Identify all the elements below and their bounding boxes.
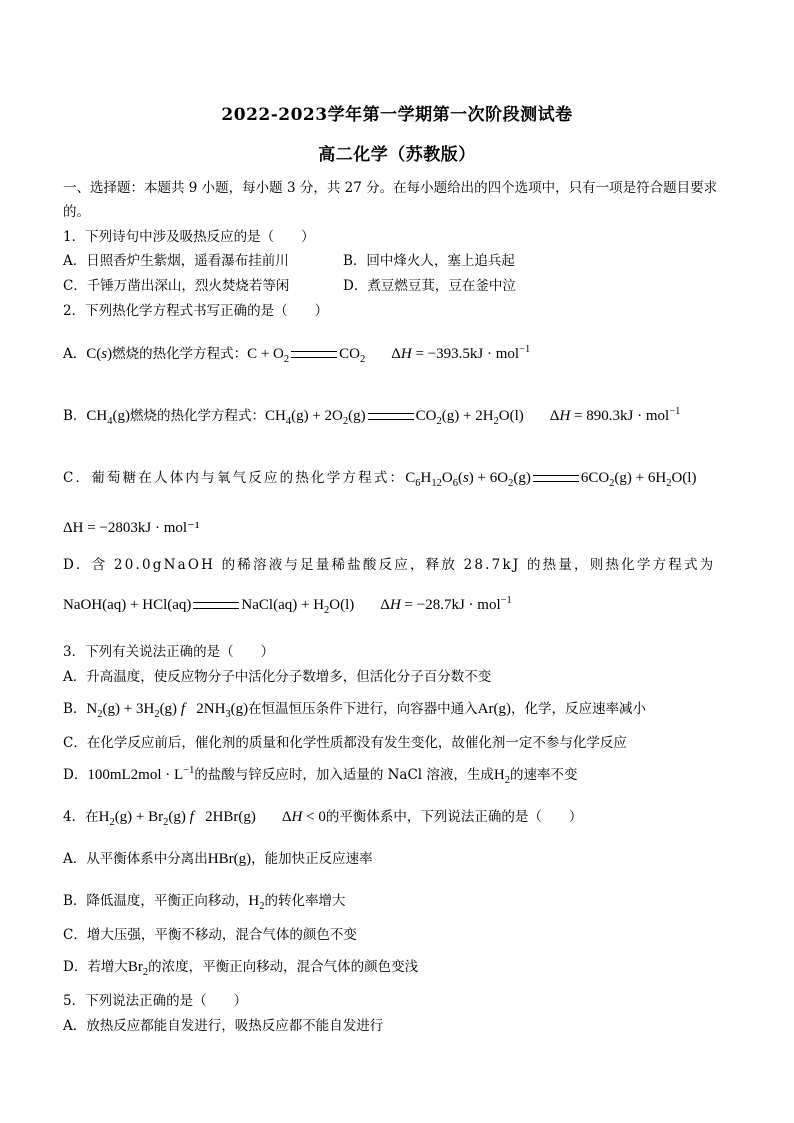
option-text: D．含 20.0gNaOH 的稀溶液与足量稀盐酸反应，释放 28.7kJ 的热量，则热化学方程式为 [63,557,716,573]
formula: HBr(g) [207,851,252,867]
q3-option-d [63,763,578,786]
q2-option-a [63,342,530,365]
option-text-tail: 的浓度，平衡正向移动，混合气体的颜色变浅 [148,959,419,975]
q3-option-c: C．在化学反应前后，催化剂的质量和化学性质都没有发生变化，故催化剂一定不参与化学反应 [63,735,627,751]
q1-option-b: B．回中烽火人，塞上追兵起 [343,253,515,269]
q1-stem: 1．下列诗句中涉及吸热反应的是（ ） [63,229,315,245]
stem-tail: 的平衡体系中，下列说法正确的是（ ） [325,809,583,825]
q5-stem: 5．下列说法正确的是（ ） [63,993,248,1009]
q2-option-c-enthalpy: ΔH = −2803kJ · mol⁻¹ [63,520,200,536]
stem-prefix: 4．在 [63,809,99,825]
option-text: 燃烧的热化学方程式： [130,408,266,424]
q4-stem [63,805,582,828]
equation: $H_2(g) + Br_2(g)$ f 2HBr(g) ΔH < 0 [98,809,326,828]
exam-subtitle: 高二化学（苏教版） [318,145,476,165]
q2-stem: 2．下列热化学方程式书写正确的是（ ） [63,303,329,319]
formula: Ar(g) [477,701,511,717]
q1-option-a: A．日照香炉生紫烟，遥看瀑布挂前川 [63,253,289,269]
q1-option-d: D．煮豆燃豆萁，豆在釜中泣 [343,278,516,294]
option-text: D．若增大 [63,959,128,975]
q4-option-b [63,889,346,912]
option-text-tail: 的速率不变 [510,767,578,783]
formula: $Br_2$ [127,959,149,978]
q3-option-b [63,697,646,720]
q2-option-d [63,553,715,573]
exam-title: 2022-2023学年第一学期第一次阶段测试卷 [221,105,573,125]
equation: $C_6H_{12}O_6(s) + 6O_2(g) 6CO_2(g) + 6H_2O(l)$ [405,470,697,489]
q4-option-a [63,847,373,868]
option-text: 燃烧的热化学方程式： [112,346,248,362]
formula: C(s) [86,346,113,362]
option-label: B． [63,408,87,424]
formula: $CH_4(g)$ [86,408,131,427]
option-text-tail: 的转化率增大 [264,893,346,909]
q4-option-d [63,955,418,978]
option-label: D． [63,767,88,783]
section-intro-cont: 的。 [63,204,90,220]
option-text-tail: ，化学，反应速率减小 [510,701,646,717]
option-label: B． [63,701,87,717]
q3-option-a: A．升高温度，使反应物分子中活化分子数增多，但活化分子百分数不变 [63,669,492,685]
formula: $H_2$ [248,893,265,912]
option-label: A． [63,346,87,362]
q3-stem: 3．下列有关说法正确的是（ ） [63,644,275,660]
equation: NaOH(aq) + HCl(aq) NaCl(aq) + $H_2O(l) \Delta H = -28.7kJ \cdot mol^{-1}$ [63,595,512,616]
option-text: A．从平衡体系中分离出 [63,851,208,867]
equation: $CH_4(g) + 2O_2(g) CO_2(g) + 2H_2O(l) \Delta H = 890.3kJ \cdot mol^{-1}$ [265,406,681,427]
option-text: B．降低温度，平衡正向移动， [63,893,249,909]
option-text: C．葡萄糖在人体内与氧气反应的热化学方程式： [63,470,406,486]
option-text: 的盐酸与锌反应时，加入适量的 NaCl 溶液，生成 [194,767,494,783]
section-intro: 一、选择题：本题共 9 小题，每小题 3 分，共 27 分。在每小题给出的四个选项中，只有一项是符合题目要求 [63,180,718,196]
option-text-tail: ，能加快正反应速率 [251,851,373,867]
q4-option-c: C．增大压强，平衡不移动，混合气体的颜色不变 [63,927,357,943]
equation: $N_2(g) + 3H_2(g)$ f $2NH_3(g)$ [86,701,249,720]
q1-option-c: C．千锤万凿出深山，烈火焚烧若等闲 [63,278,290,294]
q2-option-d-equation [63,595,512,616]
option-text: 在恒温恒压条件下进行，向容器中通入 [248,701,478,717]
formula: $100mL2mol \cdot L^{-1}$ [87,765,195,783]
formula: $H_2$ [493,767,511,786]
q2-option-c [63,466,696,489]
q5-option-a: A．放热反应都能自发进行，吸热反应都不能自发进行 [63,1018,384,1034]
equation: $C + O_2$ $CO_2$ ΔH = −393.5kJ · mol$^{-1}$ [247,344,531,365]
q2-option-b [63,404,680,427]
